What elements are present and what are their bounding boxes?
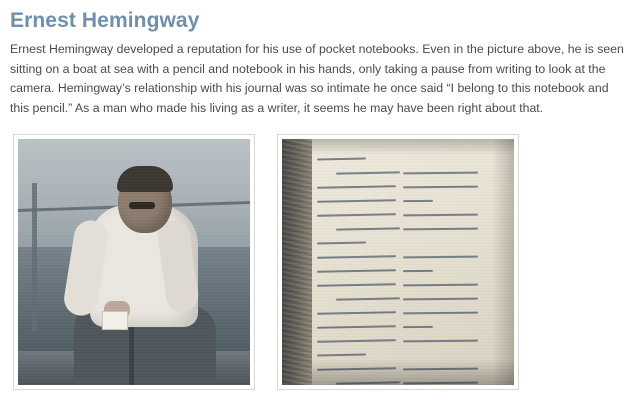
handwriting-line (317, 280, 505, 291)
page-title: Ernest Hemingway (10, 9, 200, 32)
hemingway-notebook-page (282, 139, 514, 385)
handwriting-line (317, 196, 505, 207)
notebook-shadow-right (492, 139, 514, 385)
hemingway-boat-photo (18, 139, 250, 385)
handwriting-line (317, 266, 505, 277)
handwriting-line (317, 168, 505, 179)
notebook-shadow-bottom (312, 359, 514, 385)
handwriting-line (317, 182, 505, 193)
handwriting-line (317, 308, 505, 319)
figure-hemingway-notebook-page (277, 134, 519, 390)
handwriting-line (317, 154, 505, 165)
notebook-shadow-top (312, 139, 514, 155)
figure-notebook (102, 311, 128, 330)
handwriting-line (317, 322, 505, 333)
handwriting-line (317, 252, 505, 263)
figure-row (10, 134, 630, 390)
handwriting-block (317, 154, 505, 368)
handwriting-line (317, 224, 505, 235)
figure-mustache (129, 202, 155, 209)
handwriting-line (317, 336, 505, 347)
notebook-spine (282, 139, 312, 385)
boat-post (32, 183, 37, 331)
handwriting-line (317, 210, 505, 221)
figure-hair (117, 166, 173, 192)
figure-hemingway-boat-photo (13, 134, 255, 390)
handwriting-line (317, 294, 505, 305)
notebook-spine-texture (282, 139, 312, 385)
handwriting-line (317, 238, 505, 249)
article-paragraph: Ernest Hemingway developed a reputation for his use of pocket notebooks. Even in the picture above, he is seen sitting on a boat at sea with a pencil and notebook in his hands, only taking a pause from writing to look at the camera. Hemingway’s relationship with his journal was so intimate he once said “I belong to this notebook and this pencil.” As a man who made his living as a writer, it seems he may have been right about that. (10, 42, 624, 115)
